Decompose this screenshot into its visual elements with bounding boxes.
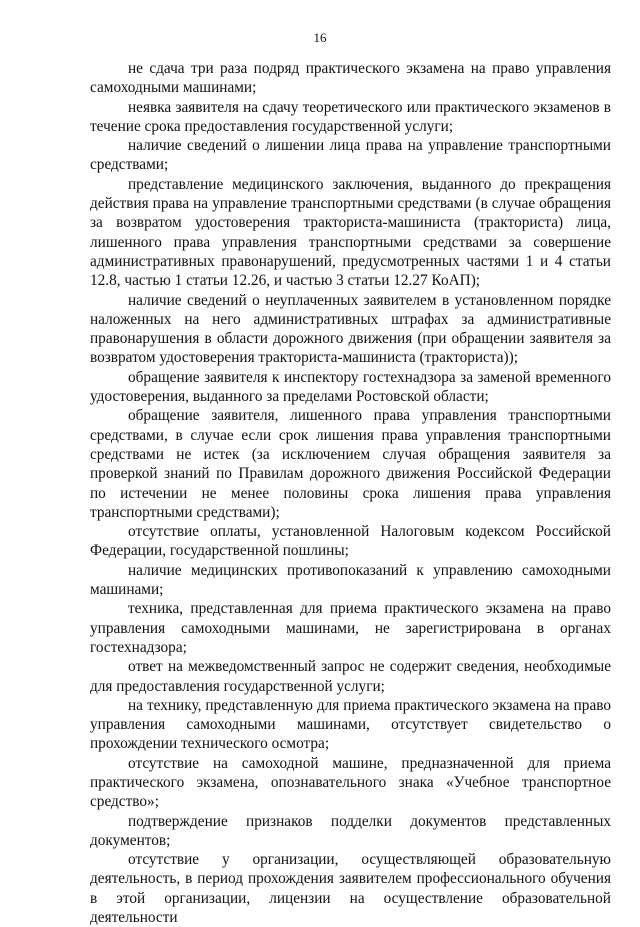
paragraph: не сдача три раза подряд практического экзамена на право управления самоходными машинами; [90,60,611,97]
paragraph: отсутствие на самоходной машине, предназначенной для приема практического экзамена, опознавательного знака «Учебное транспортное средство»; [90,754,611,811]
paragraph: обращение заявителя к инспектору гостехнадзора за заменой временного удостоверения, выданного за пределами Ростовской области; [90,368,611,406]
paragraph: отсутствие у организации, осуществляющей образовательную деятельность, в период прохождения заявителем профессионального обучения в этой организации, лицензии на осуществление образовательной деятельности [90,851,611,927]
document-body [90,59,611,927]
paragraph: обращение заявителя, лишенного права управления транспортными средствами, в случае если срок лишения права управления транспортными средствами не истек (за исключением случая обращения заявителя за проверкой знаний по Правилам дорожного движения Российской Федерации по истечении не менее половины срока лишения права управления транспортными средствами); [90,407,611,521]
paragraph: представление медицинского заключения, выданного до прекращения действия права на управление транспортными средствами (в случае обращения за возвратом удостоверения тракториста-машиниста (тракториста) лица, лишенного права управления транспортными средствами за совершение административных правонарушений, предусмотренных частями 1 и 4 статьи 12.8, частью 1 статьи 12.26, и частью 3 статьи 12.27 КоАП); [90,175,611,290]
paragraph: на технику, представленную для приема практического экзамена на право управления самоходными машинами, отсутствует свидетельство о прохождении технического осмотра; [90,696,611,753]
paragraph: наличие сведений о неуплаченных заявителем в установленном порядке наложенных на него административных штрафах за административные правонарушения в области дорожного движения (при обращении заявителя за возвратом удостоверения тракториста-машиниста (тракториста)); [90,291,611,367]
paragraph: техника, представленная для приема практического экзамена на право управления самоходными машинами, не зарегистрирована в органах гостехнадзора; [90,600,611,656]
page-number: 16 [313,30,327,45]
paragraph: наличие сведений о лишении лица права на управление транспортными средствами; [90,137,611,174]
paragraph: неявка заявителя на сдачу теоретического или практического экзаменов в течение срока предоставления государственной услуги; [90,98,611,135]
paragraph: ответ на межведомственный запрос не содержит сведения, необходимые для предоставления государственной услуги; [90,658,611,695]
paragraph: отсутствие оплаты, установленной Налоговым кодексом Российской Федерации, государственной пошлины; [90,523,611,560]
paragraph: подтверждение признаков подделки документов представленных документов; [90,812,611,849]
paragraph: наличие медицинских противопоказаний к управлению самоходными машинами; [90,561,611,599]
